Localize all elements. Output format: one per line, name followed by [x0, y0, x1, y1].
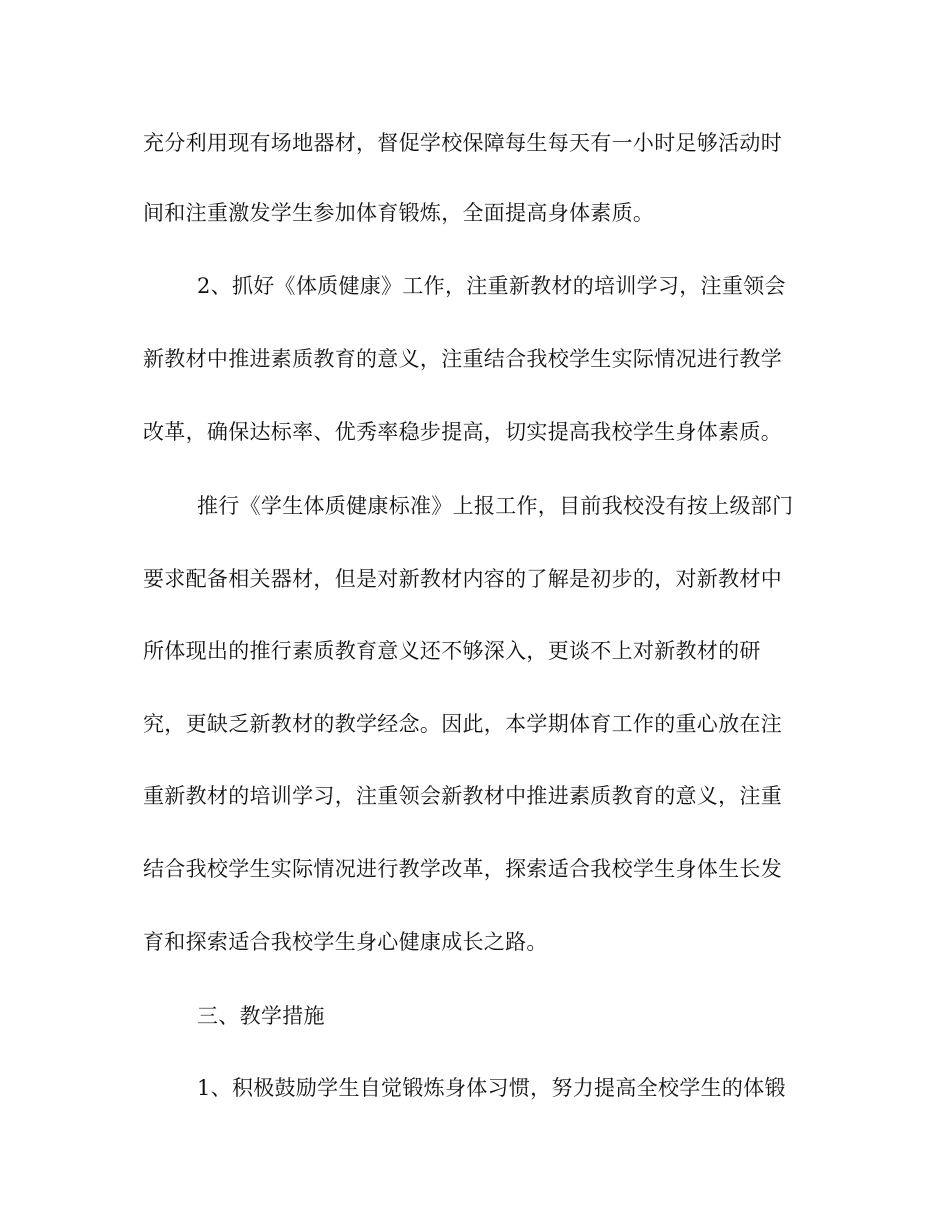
- text-line-11: 结合我校学生实际情况进行教学改革，探索适合我校学生身体生长发: [143, 857, 782, 881]
- text-line-1: 充分利用现有场地器材，督促学校保障每生每天有一小时足够活动时: [143, 131, 782, 155]
- text-line-14: 1、积极鼓励学生自觉锻炼身体习惯，努力提高全校学生的体锻: [197, 1076, 786, 1100]
- text-line-12: 育和探索适合我校学生身心健康成长之路。: [143, 930, 548, 954]
- text-line-4: 新教材中推进素质教育的意义，注重结合我校学生实际情况进行教学: [143, 347, 782, 371]
- text-line-3: 2、抓好《体质健康》工作，注重新教材的培训学习，注重领会: [197, 274, 786, 298]
- text-line-6: 推行《学生体质健康标准》上报工作，目前我校没有按上级部门: [197, 494, 794, 518]
- text-line-9: 究，更缺乏新教材的教学经念。因此，本学期体育工作的重心放在注: [143, 712, 782, 736]
- section-heading: 三、教学措施: [197, 1004, 325, 1028]
- text-line-7: 要求配备相关器材，但是对新教材内容的了解是初步的，对新教材中: [143, 567, 782, 591]
- text-line-2: 间和注重激发学生参加体育锻炼，全面提高身体素质。: [143, 201, 655, 225]
- text-line-8: 所体现出的推行素质教育意义还不够深入，更谈不上对新教材的研: [143, 639, 761, 663]
- text-line-5: 改革，确保达标率、优秀率稳步提高，切实提高我校学生身体素质。: [143, 420, 782, 444]
- text-line-10: 重新教材的培训学习，注重领会新教材中推进素质教育的意义，注重: [143, 784, 782, 808]
